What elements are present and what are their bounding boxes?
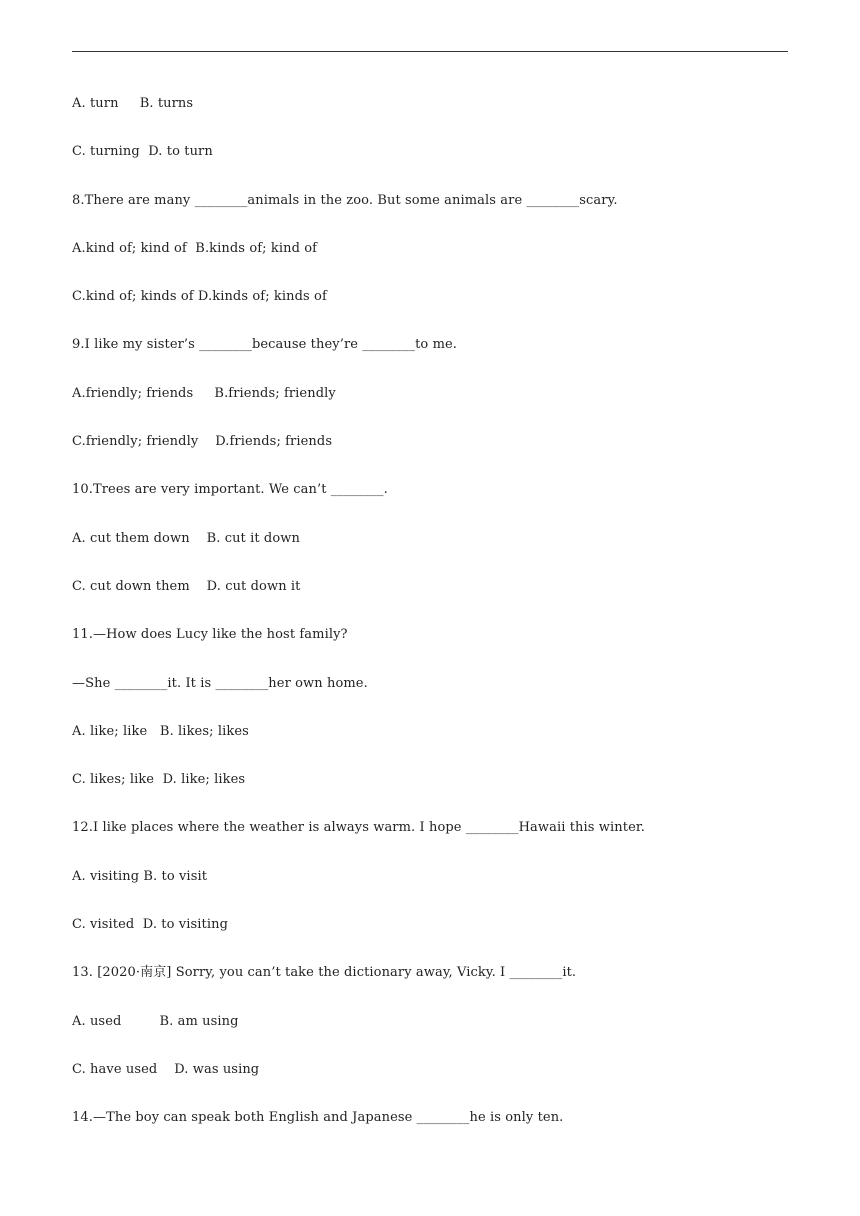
q9-stem: 9.I like my sister’s ________because they’re ________to me. [72,337,458,353]
header-rule [72,51,788,52]
question-list [72,94,788,1157]
q8-options-ab: A.kind of; kind of B.kinds of; kind of [72,240,318,256]
q12-options-ab: A. visiting B. to visit [72,868,208,884]
q10-options-cd: C. cut down them D. cut down it [72,578,301,594]
q7-options-cd: C. turning D. to turn [72,144,213,160]
q9-options-ab: A.friendly; friends B.friends; friendly [72,385,336,401]
q13-options-cd: C. have used D. was using [72,1061,260,1077]
q13-options-ab: A. used B. am using [72,1013,239,1029]
q11-options-ab: A. like; like B. likes; likes [72,723,249,739]
q11-options-cd: C. likes; like D. like; likes [72,772,246,788]
q8-options-cd: C.kind of; kinds of D.kinds of; kinds of [72,289,327,305]
q11-question: 11.—How does Lucy like the host family? [72,627,348,643]
q10-stem: 10.Trees are very important. We can’t ________. [72,482,388,498]
q14-stem: 14.—The boy can speak both English and Japanese ________he is only ten. [72,1110,564,1126]
q12-options-cd: C. visited D. to visiting [72,917,228,933]
q10-options-ab: A. cut them down B. cut it down [72,530,300,546]
q12-stem: 12.I like places where the weather is always warm. I hope ________Hawaii this winter. [72,820,645,836]
q7-options-ab: A. turn B. turns [72,96,194,111]
q8-stem: 8.There are many ________animals in the zoo. But some animals are ________scary. [72,192,618,208]
q11-answer: —She ________it. It is ________her own home. [72,675,368,691]
q9-options-cd: C.friendly; friendly D.friends; friends [72,434,333,450]
q13-stem: 13. [2020·南京] Sorry, you can’t take the dictionary away, Vicky. I ________it. [72,965,577,981]
